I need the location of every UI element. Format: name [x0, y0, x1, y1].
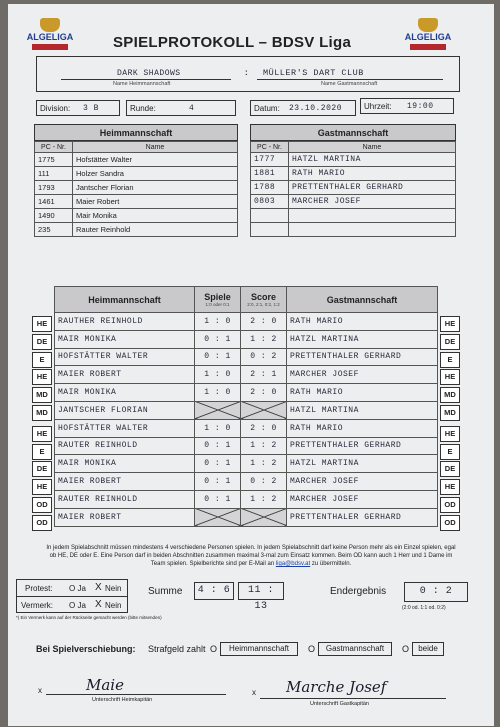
- sum-score-field[interactable]: 11 : 13: [238, 582, 284, 600]
- penalty-home-option[interactable]: Heimmannschaft: [220, 642, 298, 656]
- game-type-badge: OD: [440, 515, 460, 531]
- table-row[interactable]: HOFSTÄTTER WALTER 0 : 1 0 : 2 PRETTENTHALER GERHARD: [55, 348, 438, 366]
- guest-roster-table: PC - Nr. Name 1777 HATZL MARTINA 1881 RATH MARIO 1788 PRETTENTHALER GERHARD 0803 MARCHER JOSEF: [250, 141, 456, 237]
- table-row[interactable]: JANTSCHER FLORIAN HATZL MARTINA: [55, 401, 438, 419]
- guest-roster-title: Gastmannschaft: [250, 124, 456, 141]
- penalty-both-option[interactable]: beide: [412, 642, 444, 656]
- game-type-badge: MD: [440, 387, 460, 403]
- crest-icon: [40, 18, 60, 32]
- home-roster-table: PC - Nr. Name 1775 Hofstätter Walter 111 Holzer Sandra 1793 Jantscher Florian 1461 Maier Robert 1490 Mair Monika 235 Rauter Reinhold: [34, 141, 238, 237]
- game-type-badge: DE: [32, 334, 52, 350]
- home-team-name[interactable]: DARK SHADOWS: [117, 69, 181, 78]
- game-type-badge: MD: [32, 387, 52, 403]
- table-row[interactable]: RAUTHER REINHOLD 1 : 0 2 : 0 RATH MARIO: [55, 313, 438, 331]
- sum-games-field[interactable]: 4 : 6: [194, 582, 234, 600]
- game-type-badge: HE: [32, 479, 52, 495]
- table-row[interactable]: 0803 MARCHER JOSEF: [251, 195, 456, 209]
- games-table: Heimmannschaft Spiele 1:0 oder 0:1 Score 2:0, 2:1, 0:2, 1:2 Gastmannschaft RAUTHER REINHOLD 1 : 0 2 : 0 RATH MARIO MAIR MONIKA 0 : 1 1 : 2 HATZL MARTINA HOFSTÄTTER WALTER 0 : 1 0 : 2 PRETTENTHALER GERHARD MAIER ROBERT 1 : 0 2 : 1 MARCHER JOSEF MAIR MONIKA 1 : 0 2 : 0 RATH MARIO JANTSCHER FLORIAN HATZL MARTINA HOFSTÄTTER WALTER 1 : 0 2 : 0 RATH MARIO RAUTER REINHOLD 0 : 1 1 : 2 PRETTENTHALER GERHARD MAIR MONIKA 0 : 1 1 : 2 HATZL MARTINA MAIER ROBERT 0 : 1 0 : 2 MARCHER JOSEF RAUTER REINHOLD 0 : 1 1 : 2 MARCHER JOSEF MAIER ROBERT PRETTENTHALER GERHARD: [54, 286, 438, 527]
- game-type-badge: HE: [440, 426, 460, 442]
- logo-ribbon: [32, 44, 68, 50]
- table-row[interactable]: HOFSTÄTTER WALTER 1 : 0 2 : 0 RATH MARIO: [55, 419, 438, 437]
- page-title: SPIELPROTOKOLL – BDSV Liga: [113, 34, 352, 51]
- table-row[interactable]: MAIER ROBERT 1 : 0 2 : 1 MARCHER JOSEF: [55, 366, 438, 384]
- logo-ribbon: [410, 44, 446, 50]
- guest-captain-signature[interactable]: Marche Josef: [286, 678, 387, 696]
- time-field[interactable]: Uhrzeit: 19:00: [360, 98, 454, 114]
- score-sheet: ALGELIGA ALGELIGA SPIELPROTOKOLL – BDSV Liga DARK SHADOWS : MÜLLER'S DART CLUB Name Heimmannschaft Name Gastmannschaft Division: 3 B Runde: 4 Datum: 23.10.2020 Uhrzeit: 19:00 Heimmannschaft PC - Nr. Name 1775 Hofstätter Walter 111 Holzer Sandra 1793 Jantscher Florian 1461 Maier Robert 1490 Mair Monika 235 Rauter Reinhold Gastmannschaft PC - Nr. Name 1777 HATZL MARTINA 1881 RATH MARIO 1788 PRETTENTHALER GERHARD 0803 MARCHER JOSEF HE DE E HE MD MD HE E DE HE OD OD HE DE E HE MD MD HE E DE HE OD OD Heimmannschaft Spiele 1:0 oder 0:1 Score 2:0, 2:1, 0:2, 1:2 Gastmannschaft RAUTHER REINHOLD 1 : 0 2 : 0 RATH MARIO MAIR MONIKA 0 : 1 1 : 2 HATZL MARTINA HOFSTÄTTER WALTER 0 : 1 0 : 2 PRETTENTHALER GERHARD MAIER ROBERT 1 : 0 2 : 1 MARCHER JOSEF MAIR MONIKA 1 : 0 2 : 0 RATH MARIO JANTSCHER FLORIAN HATZL MARTINA HOFSTÄTTER WALTER 1 : 0 2 : 0 RATH MARIO RAUTER REINHOLD 0 : 1 1 : 2 PRETTENTHALER GERHARD MAIR MONIKA 0 : 1 1 : 2 HATZL MARTINA MAIER ROBERT 0 : 1 0 : 2 MARCHER JOSEF RAUTER REINHOLD 0 : 1 1 : 2 MARCHER JOSEF MAIER ROBERT PRETTENTHALER GERHARD In jedem Spielabschnitt müssen mindestens 4 verschiedene Personen spielen. In jedem Spielabschnitt darf keine Person mehr als ein Einzel spielen, egal ob HE, DE oder E. Eine Person darf in beiden Abschnitten zusammen maximal 3-mal zum Einsatz kommen. Beim OD kann auch 1 Herr und 1 Dame im Team spielen. Spielberichte sind per E-Mail an liga@bdsv.at zu übermitteln. Protest: O Ja X Nein Vermerk: O Ja X Nein *) Ein Vermerk kann auf der Rückseite gemacht werden (bitte mitsenden) Summe 4 : 6 11 : 13 Endergebnis 0 : 2 (2:0 od. 1:1 od. 0:2) Bei Spielverschiebung: Strafgeld zahlt O Heimmannschaft O Gastmannschaft O beide x Maie Unterschrift Heimkapitän x Marche Josef Unterschrift Gastkapitän: [8, 4, 494, 726]
- game-type-badge: HE: [32, 426, 52, 442]
- game-type-badge: OD: [32, 515, 52, 531]
- table-row[interactable]: [251, 209, 456, 223]
- table-row[interactable]: 1775 Hofstätter Walter: [35, 153, 238, 167]
- game-type-badge: DE: [440, 334, 460, 350]
- protest-yes-option[interactable]: O Ja: [69, 584, 86, 593]
- game-type-badge: DE: [440, 461, 460, 477]
- protest-vermerk-box: Protest: O Ja X Nein Vermerk: O Ja X Nein: [16, 579, 128, 613]
- game-type-badge: HE: [32, 369, 52, 385]
- game-type-badge: E: [32, 352, 52, 368]
- team-names-box: DARK SHADOWS : MÜLLER'S DART CLUB Name Heimmannschaft Name Gastmannschaft: [36, 56, 460, 92]
- rules-note: In jedem Spielabschnitt müssen mindestens 4 verschiedene Personen spielen. In jedem Spielabschnitt darf keine Person mehr als ein Einzel spielen, egal ob HE, DE oder E. Eine Person darf in beiden Abschnitten zusammen maximal 3-mal zum Einsatz kommen. Beim OD kann auch 1 Herr und 1 Dame im Team spielen. Spielberichte sind per E-Mail an liga@bdsv.at zu übermitteln.: [46, 545, 456, 567]
- guest-team-name[interactable]: MÜLLER'S DART CLUB: [263, 68, 364, 78]
- table-row[interactable]: 1788 PRETTENTHALER GERHARD: [251, 181, 456, 195]
- game-type-badge: HE: [32, 316, 52, 332]
- game-type-badge: HE: [440, 479, 460, 495]
- game-type-badge: E: [32, 444, 52, 460]
- table-row[interactable]: 1490 Mair Monika: [35, 209, 238, 223]
- table-row[interactable]: 1793 Jantscher Florian: [35, 181, 238, 195]
- algeliga-logo-right: ALGELIGA: [404, 18, 452, 54]
- table-row[interactable]: RAUTER REINHOLD 0 : 1 1 : 2 PRETTENTHALER GERHARD: [55, 437, 438, 455]
- game-type-badge: OD: [32, 497, 52, 513]
- table-row[interactable]: [251, 223, 456, 237]
- email-link[interactable]: liga@bdsv.at: [275, 561, 311, 567]
- home-captain-signature[interactable]: Maie: [86, 676, 124, 694]
- crest-icon: [418, 18, 438, 32]
- game-type-badge: OD: [440, 497, 460, 513]
- vermerk-yes-option[interactable]: O Ja: [69, 601, 86, 610]
- table-row[interactable]: 1461 Maier Robert: [35, 195, 238, 209]
- cross-icon: X: [95, 582, 102, 593]
- game-type-badge: MD: [440, 405, 460, 421]
- game-type-badge: MD: [32, 405, 52, 421]
- vermerk-no-option[interactable]: Nein: [105, 601, 122, 610]
- table-row[interactable]: 235 Rauter Reinhold: [35, 223, 238, 237]
- game-type-badge: DE: [32, 461, 52, 477]
- final-result-field[interactable]: 0 : 2: [404, 582, 468, 602]
- division-field[interactable]: Division: 3 B: [36, 100, 120, 116]
- game-type-badge: HE: [440, 316, 460, 332]
- table-row[interactable]: MAIR MONIKA 1 : 0 2 : 0 RATH MARIO: [55, 384, 438, 402]
- table-row[interactable]: RAUTER REINHOLD 0 : 1 1 : 2 MARCHER JOSEF: [55, 490, 438, 508]
- date-field[interactable]: Datum: 23.10.2020: [250, 100, 356, 116]
- algeliga-logo-left: ALGELIGA: [26, 18, 74, 54]
- table-row[interactable]: MAIER ROBERT 0 : 1 0 : 2 MARCHER JOSEF: [55, 473, 438, 491]
- home-roster-title: Heimmannschaft: [34, 124, 238, 141]
- table-row[interactable]: 1881 RATH MARIO: [251, 167, 456, 181]
- game-type-badge: E: [440, 444, 460, 460]
- protest-no-option[interactable]: Nein: [105, 584, 122, 593]
- game-type-badge: E: [440, 352, 460, 368]
- table-row[interactable]: 111 Holzer Sandra: [35, 167, 238, 181]
- table-row[interactable]: MAIR MONIKA 0 : 1 1 : 2 HATZL MARTINA: [55, 455, 438, 473]
- cross-icon: X: [95, 599, 102, 610]
- table-row[interactable]: MAIER ROBERT PRETTENTHALER GERHARD: [55, 508, 438, 526]
- game-type-badge: HE: [440, 369, 460, 385]
- round-field[interactable]: Runde: 4: [126, 100, 236, 116]
- table-row[interactable]: 1777 HATZL MARTINA: [251, 153, 456, 167]
- table-row[interactable]: MAIR MONIKA 0 : 1 1 : 2 HATZL MARTINA: [55, 330, 438, 348]
- penalty-guest-option[interactable]: Gastmannschaft: [318, 642, 392, 656]
